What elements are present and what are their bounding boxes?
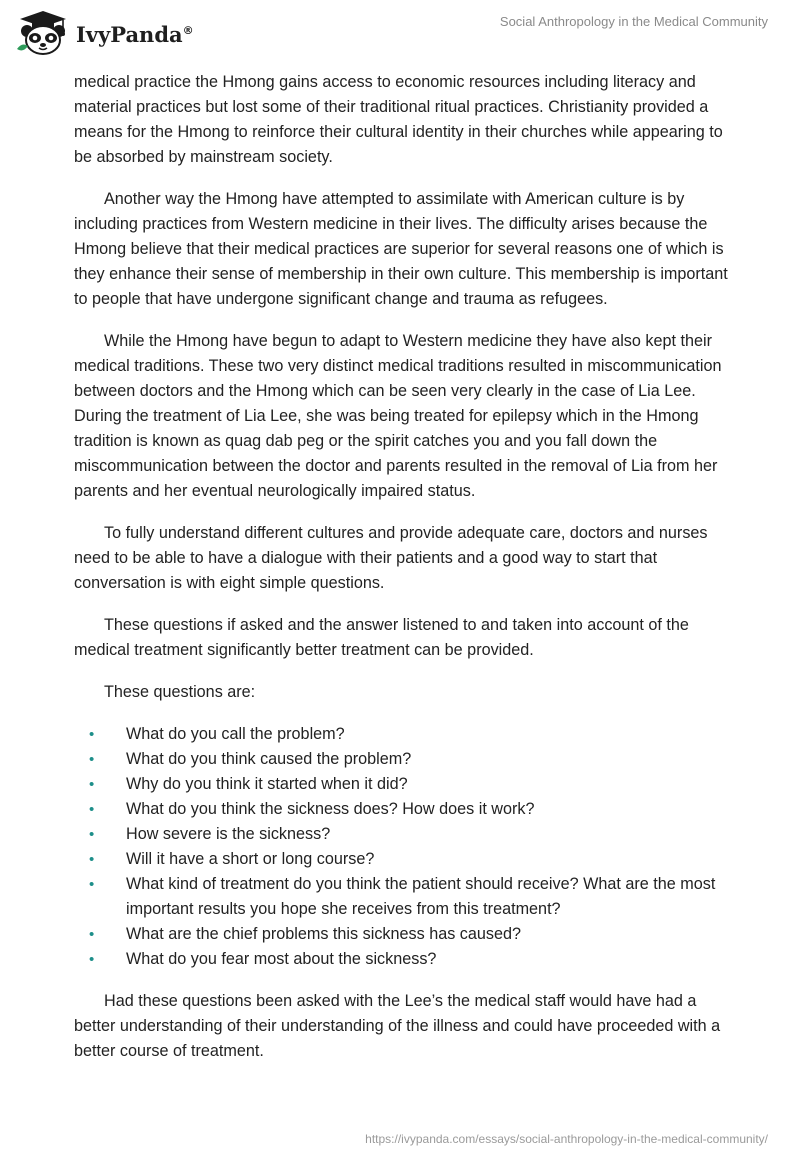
source-url-link[interactable]: https://ivypanda.com/essays/social-anthropology-in-the-medical-community/: [365, 1132, 768, 1146]
list-item-text: Why do you think it started when it did?: [126, 775, 408, 793]
page-header: [0, 0, 800, 64]
bullet-icon: •: [89, 801, 95, 818]
paragraph: To fully understand different cultures and provide adequate care, doctors and nurses need to be able to have a dialogue with their patients and a good way to start that conversation is with eight simple questions.: [74, 524, 708, 592]
bullet-icon: •: [89, 776, 95, 793]
list-item: [74, 797, 734, 822]
running-title: Social Anthropology in the Medical Community: [499, 14, 768, 29]
paragraph: Had these questions been asked with the Lee’s the medical staff would have had a better understanding of their understanding of the illness and could have proceeded with a better course of treatment.: [74, 992, 721, 1060]
bullet-icon: •: [89, 751, 95, 768]
questions-list: [74, 722, 734, 972]
list-item-text: What do you fear most about the sickness?: [126, 950, 437, 968]
list-item: [74, 947, 734, 972]
list-item: [74, 922, 734, 947]
paragraph: While the Hmong have begun to adapt to Western medicine they have also kept their medical traditions. These two very distinct medical traditions resulted in miscommunication between doctors and the Hmong which can be seen very clearly in the case of Lia Lee. During the treatment of Lia Lee, she was being treated for epilepsy which in the Hmong tradition is known as quag dab peg or the spirit catches you and you fall down the miscommunication between the doctor and parents resulted in the removal of Lia from her parents and her eventual neurologically impaired status.: [74, 332, 722, 500]
list-item-text: Will it have a short or long course?: [126, 850, 375, 868]
list-item: [74, 722, 734, 747]
list-item: [74, 822, 734, 847]
bullet-icon: •: [89, 851, 95, 868]
brand-name-text: IvyPanda: [76, 21, 183, 47]
list-item: [74, 847, 734, 872]
list-item-text: What do you think caused the problem?: [126, 750, 412, 768]
brand-name: [76, 22, 194, 47]
list-item-text: What do you think the sickness does? How does it work?: [126, 800, 535, 818]
brand-logo[interactable]: [14, 9, 194, 57]
essay-body: [74, 70, 734, 1081]
list-item-text: How severe is the sickness?: [126, 825, 331, 843]
list-item-text: What are the chief problems this sickness has caused?: [126, 925, 521, 943]
list-item: [74, 872, 734, 922]
list-item: [74, 747, 734, 772]
list-item-text: What kind of treatment do you think the patient should receive? What are the most important results you hope she receives from this treatment?: [126, 875, 716, 918]
paragraph: These questions if asked and the answer listened to and taken into account of the medical treatment significantly better treatment can be provided.: [74, 616, 689, 659]
list-item: [74, 772, 734, 797]
bullet-icon: •: [89, 826, 95, 843]
bullet-icon: •: [89, 926, 95, 943]
bullet-icon: •: [89, 726, 95, 743]
paragraph: Another way the Hmong have attempted to assimilate with American culture is by including practices from Western medicine in their lives. The difficulty arises because the Hmong believe that their medical practices are superior for several reasons one of which is they enhance their sense of membership in their own culture. This membership is important to people that have undergone significant change and trauma as refugees.: [74, 190, 728, 308]
bullet-icon: •: [89, 876, 95, 893]
list-item-text: What do you call the problem?: [126, 725, 345, 743]
list-intro: These questions are:: [104, 683, 256, 701]
paragraph: medical practice the Hmong gains access to economic resources including literacy and material practices but lost some of their traditional ritual practices. Christianity provided a means for the Hmong to reinforce their cultural identity in their churches while appearing to be absorbed by mainstream society.: [74, 73, 723, 166]
panda-graduate-icon: [14, 9, 72, 57]
bullet-icon: •: [89, 951, 95, 968]
registered-mark: ®: [182, 23, 194, 37]
